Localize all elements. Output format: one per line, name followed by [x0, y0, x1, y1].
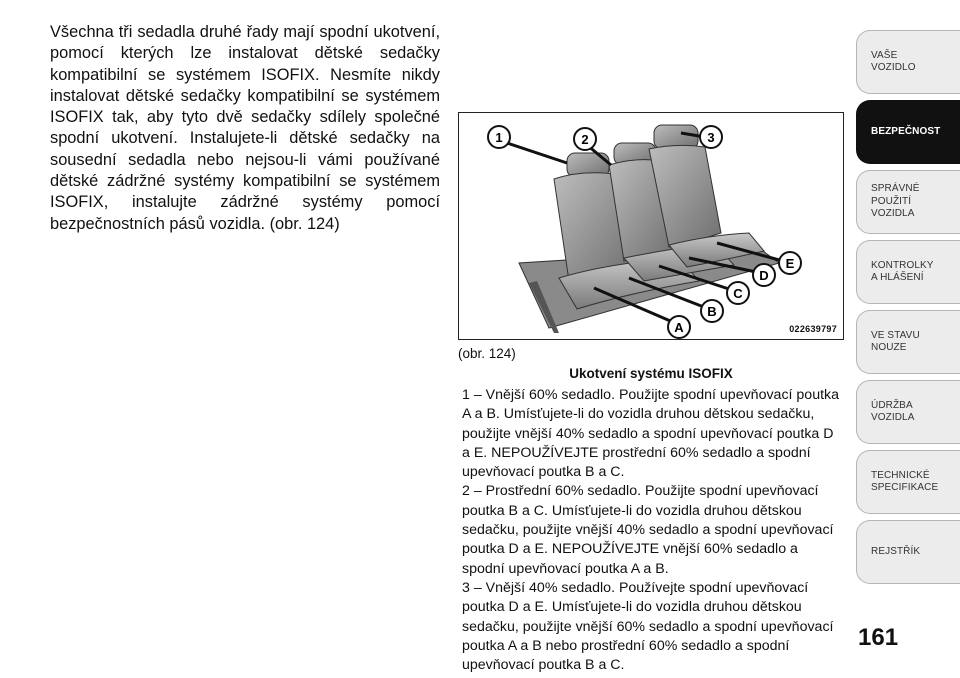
figure-reference: (obr. 124) [458, 346, 516, 361]
figure-legend [462, 386, 842, 675]
page-number: 161 [858, 624, 899, 651]
tab-bezpecnost[interactable]: BEZPEČNOST [856, 100, 960, 164]
tab-vase-vozidlo[interactable]: VAŠE VOZIDLO [856, 30, 960, 94]
tab-spravne-pouziti-vozidla[interactable]: SPRÁVNÉ POUŽITÍ VOZIDLA [856, 170, 960, 234]
chapter-tabs [856, 30, 960, 590]
tab-udrzba-vozidla[interactable]: ÚDRŽBA VOZIDLA [856, 380, 960, 444]
isofix-figure [458, 112, 844, 340]
figure-caption: Ukotvení systému ISOFIX [569, 366, 733, 381]
legend-item: 1 – Vnější 60% sedadlo. Použijte spodní upevňovací poutka A a B. Umísťujete-li do vozidla druhou dětskou sedačku, použijte vnější 40% sedadlo a spodní upevňovací poutka D a E. NEPOUŽÍVEJTE prostřední 60% sedadlo a spodní upevňovací poutka B a C. [462, 387, 840, 481]
legend-item: 3 – Vnější 40% sedadlo. Používejte spodní upevňovací poutka D a E. Umísťujete-li do vozidla druhou dětskou sedačku, použijte vnější 60% sedadlo a spodní upevňovací poutka A a B nebo prostřední 60% sedadlo a spodní upevňovací poutka B a C. [462, 579, 834, 674]
callout-2: 2 [581, 132, 589, 147]
rear-seats-illustration [459, 113, 843, 339]
callout-1: 1 [495, 130, 503, 145]
callout-d: D [759, 268, 769, 283]
tab-kontrolky-a-hlaseni[interactable]: KONTROLKY A HLÁŠENÍ [856, 240, 960, 304]
callout-b: B [707, 304, 717, 319]
callout-e: E [785, 256, 795, 271]
tab-technicke-specifikace[interactable]: TECHNICKÉ SPECIFIKACE [856, 450, 960, 514]
callout-3: 3 [707, 130, 715, 145]
callout-c: C [733, 286, 743, 301]
legend-item: 2 – Prostřední 60% sedadlo. Použijte spodní upevňovací poutka B a C. Umísťujete-li do vozidla druhou dětskou sedačku, použijte vnější 40% sedadlo a spodní upevňovací poutka D a E. NEPOUŽÍVEJTE vnější 60% sedadlo a spodní upevňovací poutka A a B. [462, 483, 834, 577]
main-paragraph: Všechna tři sedadla druhé řady mají spodní ukotvení, pomocí kterých lze instalovat dětské sedačky kompatibilní se systémem ISOFIX. Nesmíte nikdy instalovat dětské sedačky kompatibilní se systémem ISOFIX tak, aby tyto dvě sedačky sdílely společné spodní ukotvení. Instalujete-li dětské sedačky na sousední sedadla nebo nejsou-li vámi používané dětské zádržné systémy kompatibilní se systémem ISOFIX, instalujte zádržné systémy pomocí bezpečnostních pásů vozidla. (obr. 124) [50, 23, 440, 233]
figure-code: 022639797 [789, 324, 837, 334]
tab-ve-stavu-nouze[interactable]: VE STAVU NOUZE [856, 310, 960, 374]
tab-rejstrik[interactable]: REJSTŘÍK [856, 520, 960, 584]
callout-a: A [674, 320, 684, 335]
